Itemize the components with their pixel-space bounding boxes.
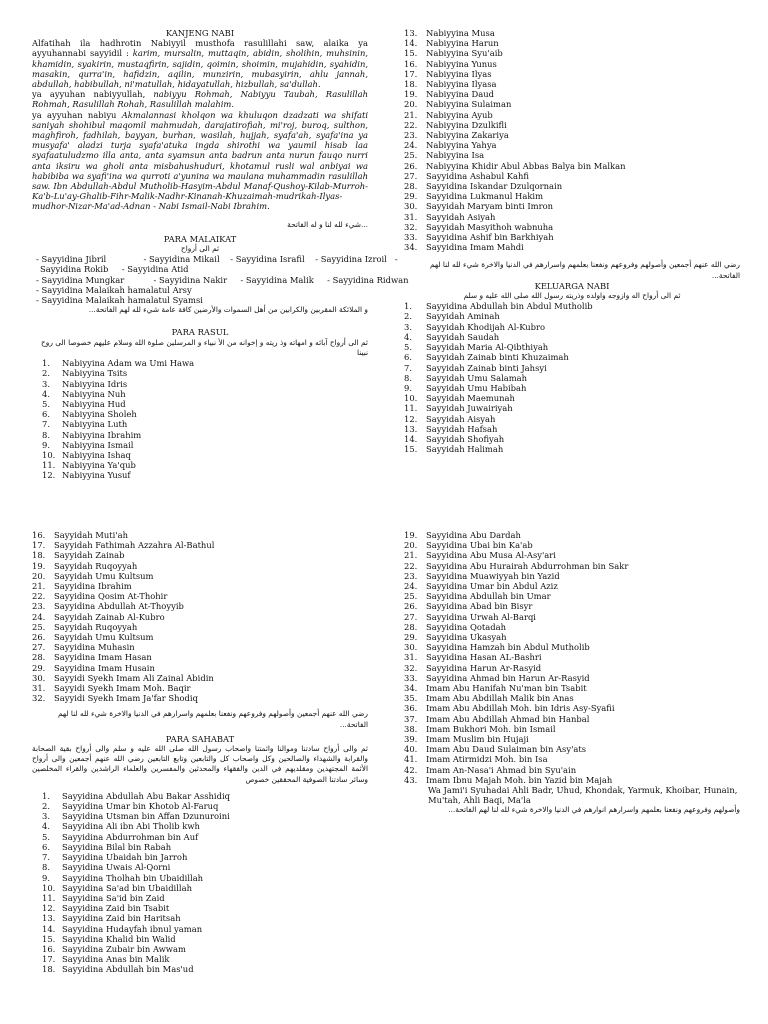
malaikat-item: - Sayyidina Atid bbox=[121, 264, 189, 275]
list-item: 9. Sayyidina Tholhah bin Ubaidillah bbox=[42, 872, 204, 883]
keluarga-list-continued bbox=[32, 530, 368, 703]
list-item: 13. Sayyidah Hafsah bbox=[404, 423, 498, 434]
list-item: 31. Sayyidah Asiyah bbox=[404, 211, 496, 222]
list-item: 12. Sayyidah Aisyah bbox=[404, 413, 496, 424]
list-item: 21. Sayyidina Ibrahim bbox=[32, 581, 132, 592]
intro-paragraph-2 bbox=[32, 89, 368, 109]
list-item: 15. Sayyidina Khalid bin Walid bbox=[42, 933, 176, 944]
list-item: 10. Sayyidina Sa'ad bin Ubaidillah bbox=[42, 882, 192, 893]
list-item: 22. Sayyidina Abu Hurairah Abdurrohman bin Sakr bbox=[404, 560, 629, 571]
list-item: 28. Sayyidina Imam Hasan bbox=[32, 652, 152, 663]
title-keluarga-nabi: KELUARGA NABI bbox=[534, 280, 610, 291]
list-item: 33. Sayyidina Ahmad bin Harun Ar-Rasyid bbox=[404, 672, 590, 683]
sahabat-list-continued bbox=[404, 530, 740, 785]
list-item: 7. Sayyidina Ubaidah bin Jarroh bbox=[42, 852, 188, 863]
list-item: 14. Nabiyyina Harun bbox=[404, 38, 499, 49]
list-item: 32. Sayyidi Syekh Imam Ja'far Shodiq bbox=[32, 693, 198, 704]
list-item: 7. Nabiyyina Luth bbox=[42, 419, 128, 430]
list-item: 31. Sayyidi Syekh Imam Moh. Baqir bbox=[32, 683, 191, 694]
list-item: 6. Sayyidina Bilal bin Rabah bbox=[42, 841, 172, 852]
list-item: 36. Imam Abu Abdillah Moh. bin Idris Asy-Syafii bbox=[404, 703, 615, 714]
list-item: 13. Nabiyyina Musa bbox=[404, 28, 495, 38]
intro-paragraph-3 bbox=[32, 110, 368, 212]
arabic-rasul-intro: ثم الى أرواح آبائه و امهاته وذ ريته و إخوانه من الأ نبياء و المرسلين صلوة الله وسلام عليهم خصوصا الى روح نبينا bbox=[41, 337, 368, 357]
list-item: 23. Nabiyyina Zakariya bbox=[404, 130, 509, 141]
list-item: 26. Sayyidina Abad bin Bisyr bbox=[404, 601, 533, 612]
list-item: 18. Nabiyyina Ilyasa bbox=[404, 79, 497, 90]
keluarga-list bbox=[404, 301, 740, 454]
list-item: 9. Sayyidah Umu Habibah bbox=[404, 382, 527, 393]
malaikat-list bbox=[32, 254, 409, 306]
list-item: 40. Imam Abu Daud Sulaiman bin Asy'ats bbox=[404, 744, 587, 755]
list-item: 1. Sayyidina Abdullah Abu Bakar Asshidiq bbox=[42, 790, 230, 801]
malaikat-item: - Sayyidina Malaikah hamalatul Arsy bbox=[36, 284, 192, 295]
list-item: 25. Nabiyyina Isa bbox=[404, 150, 485, 161]
list-item: 34. Sayyidina Imam Mahdi bbox=[404, 242, 524, 253]
list-item: 4. Nabiyyina Nuh bbox=[42, 388, 126, 399]
malaikat-row-1 bbox=[36, 254, 398, 265]
list-item: 27. Sayyidina Ashabul Kahfi bbox=[404, 170, 530, 181]
list-item: 12. Sayyidina Zaid bin Tsabit bbox=[42, 903, 170, 914]
list-item: 34. Imam Abu Hanifah Nu'man bin Tsabit bbox=[404, 683, 587, 694]
list-item: 13. Sayyidina Zaid bin Haritsah bbox=[42, 913, 181, 924]
list-item: 17. Sayyidah Fathimah Azzahra Al-Bathul bbox=[32, 540, 215, 551]
list-item: 19. Sayyidah Ruqoyyah bbox=[32, 560, 138, 571]
list-item: 10. Nabiyyina Ishaq bbox=[42, 449, 131, 460]
list-item: 16. Sayyidah Muti'ah bbox=[32, 530, 128, 540]
list-item: 32. Sayyidah Masyithoh wabnuha bbox=[404, 221, 554, 232]
page1-left-column bbox=[32, 28, 409, 481]
list-item: 38. Imam Bukhori Moh. bin Ismail bbox=[404, 723, 556, 734]
list-item: 6. Sayyidah Zainab binti Khuzaimah bbox=[404, 352, 569, 363]
list-item: 12. Nabiyyina Yusuf bbox=[42, 470, 131, 481]
arabic-sahabat-close: وأصولهم وفروعهم ونفعنا بعلمهم واسرارهم انوارهم في الدنيا والاخرة شيء لله لنا لهم الفاتحة... bbox=[448, 805, 740, 815]
list-item: 4. Sayyidina Ali ibn Abi Tholib kwh bbox=[42, 821, 200, 832]
list-item: 24. Sayyidah Zainab Al-Kubro bbox=[32, 611, 165, 622]
list-item: 25. Sayyidah Ruqoyyah bbox=[32, 621, 138, 632]
malaikat-item: Sayyidina Rokib bbox=[40, 264, 109, 275]
list-item: 5. Sayyidah Maria Al-Qibthiyah bbox=[404, 342, 549, 353]
list-item: 19. Sayyidina Abu Dardah bbox=[404, 530, 521, 540]
list-item: 4. Sayyidah Saudah bbox=[404, 331, 500, 342]
arabic-malaikat-intro: ثم الى أرواح bbox=[180, 244, 220, 254]
list-item: 16. Sayyidina Zubair bin Awwam bbox=[42, 943, 186, 954]
list-item: 35. Imam Abu Abdillah Malik bin Anas bbox=[404, 693, 574, 704]
list-item: 25. Sayyidina Abdullah bin Umar bbox=[404, 591, 551, 602]
list-item: 26. Sayyidah Umu Kultsum bbox=[32, 632, 154, 643]
list-item: 37. Imam Abu Abdillah Ahmad bin Hanbal bbox=[404, 713, 590, 724]
list-item: 21. Nabiyyina Ayub bbox=[404, 109, 493, 120]
malaikat-item: - Sayyidina Jibril bbox=[36, 254, 107, 265]
list-item: 26. Nabiyyina Khidir Abul Abbas Balya bin Malkan bbox=[404, 160, 626, 171]
list-item: 27. Sayyidina Urwah Al-Barqi bbox=[404, 611, 536, 622]
list-item: 2. Sayyidah Aminah bbox=[404, 311, 500, 322]
list-item: 28. Sayyidina Iskandar Dzulqornain bbox=[404, 181, 563, 192]
list-item: 18. Sayyidina Abdullah bin Mas'ud bbox=[42, 964, 194, 975]
malaikat-item: - Sayyidina Ridwan bbox=[327, 274, 409, 285]
list-item: 20. Sayyidina Ubai bin Ka'ab bbox=[404, 540, 533, 551]
list-item: 3. Sayyidina Utsman bin Affan Dzunuroini bbox=[42, 811, 230, 822]
intro-text-a: Alfatihah ila hadhrotin Nabiyyil musthofa rasulillahi saw, alaika ya ayyuhannabi sayyidil : bbox=[32, 38, 368, 59]
list-item: 24. Sayyidina Umar bin Abdul Aziz bbox=[404, 581, 558, 592]
title-para-rasul: PARA RASUL bbox=[171, 327, 229, 338]
rasul-list-continued bbox=[404, 28, 740, 252]
arabic-keluarga-intro: ثم الى أرواح اله وازوجه واولده وذريته رسول الله صلى الله عليه و سلم bbox=[463, 291, 681, 301]
list-item: 39. Imam Muslim bin Hujaji bbox=[404, 734, 529, 745]
list-item: 9. Nabiyyina Ismail bbox=[42, 439, 134, 450]
list-item: 2. Nabiyyina Tsits bbox=[42, 368, 128, 379]
list-item: 3. Sayyidah Khodijah Al-Kubro bbox=[404, 321, 546, 332]
list-item: 43. Imam Ibnu Majah Moh. bin Yazid bin Majah bbox=[404, 774, 613, 785]
list-item: 30. Sayyidina Hamzah bin Abdul Mutholib bbox=[404, 642, 590, 653]
list-item: 21. Sayyidina Abu Musa Al-Asy'ari bbox=[404, 550, 556, 561]
list-item: 20. Nabiyyina Sulaiman bbox=[404, 99, 512, 110]
title-para-sahabat: PARA SAHABAT bbox=[165, 733, 235, 744]
list-item: 6. Nabiyyina Sholeh bbox=[42, 409, 137, 420]
list-item: 11. Nabiyyina Ya'qub bbox=[42, 460, 136, 471]
list-item: 41. Imam Atirmidzi Moh. bin Isa bbox=[404, 754, 548, 765]
list-item: 20. Sayyidah Umu Kultsum bbox=[32, 570, 154, 581]
list-item: 2. Sayyidina Umar bin Khotob Al-Faruq bbox=[42, 801, 219, 812]
list-item: 19. Nabiyyina Daud bbox=[404, 89, 495, 100]
page2-right-column bbox=[404, 530, 740, 816]
list-item: 31. Sayyidina Hasan AL-Bashri bbox=[404, 652, 542, 663]
list-item: 8. Sayyidah Umu Salamah bbox=[404, 372, 528, 383]
list-item: 30. Sayyidi Syekh Imam Ali Zainal Abidin bbox=[32, 672, 214, 683]
title-para-malaikat: PARA MALAIKAT bbox=[163, 233, 237, 244]
list-item: 24. Nabiyyina Yahya bbox=[404, 140, 497, 151]
page1-right-column bbox=[404, 28, 740, 454]
page2-left-column bbox=[32, 530, 368, 975]
intro-text-b: karim, mursalin, muttaqin, abidin, sholihin, muhsinin, khamidin, syakirin, mustaqfirin, sajidin, qoimin, shoimin, mujahidin, syahidin, masakin, qurra'in, hafidzin, aqilin, munzirin, mubasyirin, ahlu jannah, abdullah, habibullah, ni'matullah, hidayatullah, hizbullah, sa'dullah. bbox=[32, 48, 368, 90]
list-item: 7. Sayyidah Zainab binti Jahsyi bbox=[404, 362, 547, 373]
list-item: 42. Imam An-Nasa'i Ahmad bin Syu'ain bbox=[404, 764, 577, 775]
arabic-malaikat-close: و الملائكة المقربين والكرابين من أهل السموات والأرضين كافة عامة شيء لله لهم الفاتحة... bbox=[88, 305, 368, 315]
list-item: 5. Nabiyyina Hud bbox=[42, 398, 126, 409]
malaikat-row-2 bbox=[36, 264, 368, 274]
list-item: 14. Sayyidah Shofiyah bbox=[404, 433, 505, 444]
list-item: 14. Sayyidina Hudayfah ibnul yaman bbox=[42, 923, 203, 934]
list-item: 17. Sayyidina Anas bin Malik bbox=[42, 954, 170, 965]
list-item: 10. Sayyidah Maemunah bbox=[404, 393, 515, 404]
list-item: 18. Sayyidah Zainab bbox=[32, 550, 125, 561]
malaikat-item: - Sayyidina Malik bbox=[240, 274, 314, 285]
intro-text-f: Akmalannasi kholqon wa khuluqon dzadzati wa shifati saniyah shohibul maqomil mahmudah, darajatirofiah, mi'roj, buroq, sulthon, maghfiroh, fadhilah, bayyan, burhan, wasilah, hujjah, syafa'ah, syafa'ina ya musyafa' aladzi turja syafa'atuka ingda shirothi wa yaumil hisab laa syafaatuludzmo illa anta, anta syamsun anta badrun anta nurun fauqo nurri anta iksiru wa gholi anta misbahushuduri, khotamul rusli wal anbiyai wa habibiba wa syafi'ina wa qurroti a'yunina wa maulana muhammadin rasulillah saw. Ibn Abdullah-Abdul Mutholib-Hasyim-Abdul Manaf-Qushoy-Kilab-Murroh-Ka'b-Lu'ay-Ghalib-Fihr-Malik-Nadhr-Kinanah-Khuzaimah-mudrikah-Ilyas-mudhor-Nizar-Ma'ad-Adnan - Nabi Ismail-Nabi Ibrahim. bbox=[32, 109, 369, 212]
list-item: 1. Sayyidina Abdullah bin Abdul Mutholib bbox=[404, 301, 593, 312]
list-item: 29. Sayyidina Ukasyah bbox=[404, 632, 507, 643]
title-kanjeng-nabi: KANJENG NABI bbox=[165, 28, 235, 38]
list-item: 11. Sayyidah Juwairiyah bbox=[404, 403, 513, 414]
list-item: 3. Nabiyyina Idris bbox=[42, 378, 128, 389]
malaikat-item: - bbox=[394, 254, 398, 265]
list-item: 22. Sayyidina Qosim At-Thohir bbox=[32, 591, 168, 602]
intro-text-c: ya ayyuhan nabiyyullah, bbox=[32, 89, 146, 100]
malaikat-item: - Sayyidina Israfil bbox=[230, 254, 305, 265]
malaikat-item: - Sayyidina Malaikah hamalatul Syamsi bbox=[36, 295, 203, 306]
list-item: 29. Sayyidina Lukmanul Hakim bbox=[404, 191, 544, 202]
arabic-fatihah-1: ...شيء لله لنا و له الفاتحة bbox=[287, 219, 368, 229]
list-item: 22. Nabiyyina Dzulkifli bbox=[404, 119, 507, 130]
malaikat-item: - Sayyidina Mungkar bbox=[36, 274, 125, 285]
syuhada-text: Wa Jami'i Syuhadai Ahli Badr, Uhud, Khondak, Yarmuk, Khoibar, Hunain, Mu'tah, Ahli Baqi, Ma'la bbox=[428, 785, 738, 806]
arabic-rasul-close: رضي الله عنهم أجمعين وأصولهم وفروعهم ونفعنا بعلمهم واسرارهم في الدنيا والاخرة شيء لله لنا لهم الفاتحة... bbox=[430, 260, 740, 280]
list-item: 28. Sayyidina Qotadah bbox=[404, 621, 506, 632]
list-item: 8. Sayyidina Uwais Al-Qorni bbox=[42, 862, 171, 873]
list-item: 16. Nabiyyina Yunus bbox=[404, 58, 497, 69]
list-item: 30. Sayyidah Maryam binti Imron bbox=[404, 201, 554, 212]
list-item: 27. Sayyidina Muhasin bbox=[32, 642, 135, 653]
intro-paragraph bbox=[32, 38, 368, 89]
list-item: 5. Sayyidina Abdurrohman bin Auf bbox=[42, 831, 199, 842]
list-item: 15. Sayyidah Halimah bbox=[404, 444, 504, 455]
list-item: 33. Sayyidina Ashif bin Barkhiyah bbox=[404, 232, 554, 243]
sahabat-list bbox=[32, 791, 368, 975]
list-item: 11. Sayyidina Sa'id bin Zaid bbox=[42, 892, 165, 903]
list-item: 17. Nabiyyina Ilyas bbox=[404, 68, 492, 79]
list-item: 23. Sayyidina Abdullah At-Thoyyib bbox=[32, 601, 184, 612]
list-item: 32. Sayyidina Harun Ar-Rasyid bbox=[404, 662, 542, 673]
list-item: 8. Nabiyyina Ibrahim bbox=[42, 429, 142, 440]
malaikat-item: - Sayyidina Mikail bbox=[143, 254, 220, 265]
malaikat-item: - Sayyidina Nakir bbox=[153, 274, 228, 285]
arabic-keluarga-close: رضي الله عنهم أجمعين وأصولهم وفروعهم ونفعنا بعلمهم واسرارهم في الدنيا والاخرة شيء لله لنا لهم الفاتحة... bbox=[58, 709, 368, 729]
list-item: 15. Nabiyyina Syu'aib bbox=[404, 48, 503, 59]
arabic-sahabat-intro: ثم والى أرواح سادتنا وموالنا وائمتنا واصحاب رسول الله صلى الله عليه و سلم والى أرواح بقية الصحابة والقرابة والشهداء والصالحين وكل واصحاب كل والتابعين وتابع التابعين رضي الله عنهم أجمعين والى أرواح الأئمة المجتهدين ومقلديهم في الدين والفقهاء والمحدثين والمفسرين والعلماء الراشدين والقراء المخلصين وسائر سادتنا الصوفية المحققين خصوص bbox=[32, 744, 368, 784]
rasul-list bbox=[32, 358, 368, 480]
list-item: 29. Sayyidina Imam Husain bbox=[32, 662, 155, 673]
malaikat-row-3 bbox=[36, 274, 409, 285]
malaikat-item: - Sayyidina Izroil bbox=[315, 254, 387, 265]
intro-text-d: nabiyyu Rohmah, Nabiyyu Taubah, Rasulillah Rohmah, Rasulillah Rohah, Rasulillah malahim. bbox=[32, 89, 368, 110]
list-item: 1. Nabiyyina Adam wa Umi Hawa bbox=[42, 358, 195, 369]
list-item: 23. Sayyidina Muawiyyah bin Yazid bbox=[404, 570, 560, 581]
intro-text-e: ya ayyuhan nabiyu bbox=[32, 109, 117, 120]
